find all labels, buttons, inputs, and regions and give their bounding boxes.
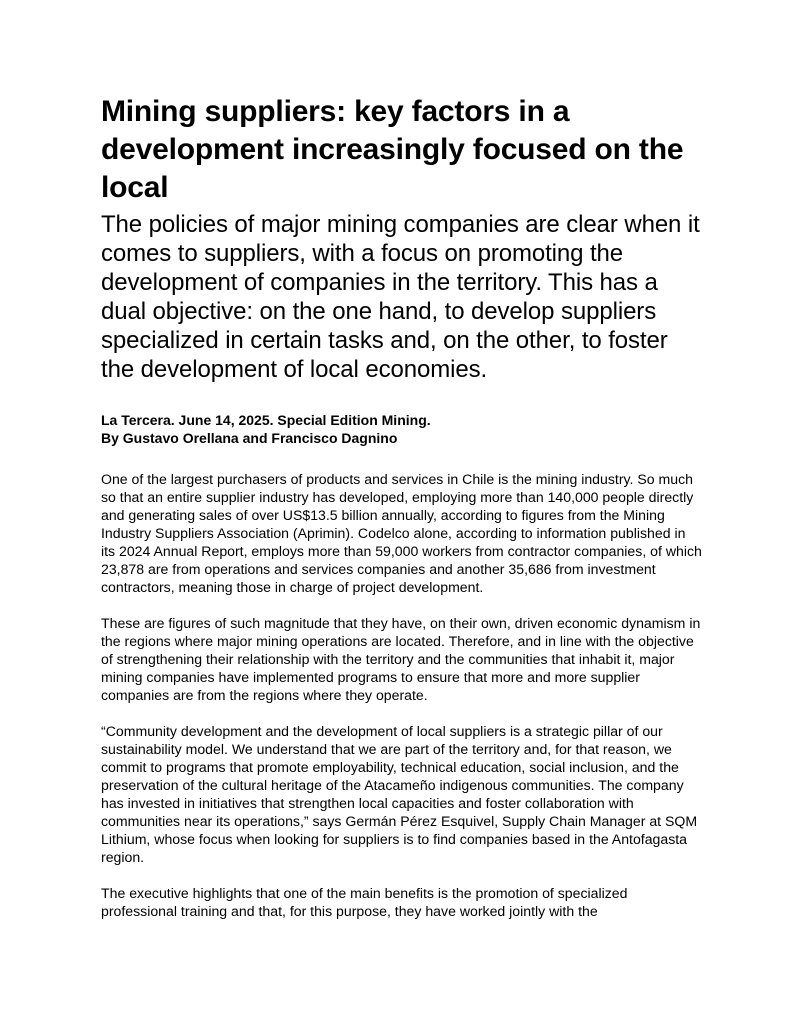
body-paragraph: “Community development and the development of local suppliers is a strategic pillar of our sustainability model. We understand that we are part of the territory and, for that reason, we commit to programs that promote employability, technical education, social inclusion, and the preservation of the cultural heritage of the Atacameño indigenous communities. The company has invested in initiatives that strengthen local capacities and foster collaboration with communities near its operations,” says Germán Pérez Esquivel, Supply Chain Manager at SQM Lithium, whose focus when looking for suppliers is to find companies based in the Antofagasta region.: [101, 723, 698, 865]
body-paragraph: These are figures of such magnitude that they have, on their own, driven economic dynamism in the regions where major mining operations are located. Therefore, and in line with the objective of strengthening their relationship with the territory and the communities that inhabit it, major mining companies have implemented programs to ensure that more and more supplier companies are from the regions where they operate.: [101, 615, 701, 703]
body-paragraph: One of the largest purchasers of products and services in Chile is the mining industry. So much so that an entire supplier industry has developed, employing more than 140,000 people directly and generating sales of over US$13.5 billion annually, according to figures from the Mining Industry Suppliers Association (Aprimin). Codelco alone, according to information published in its 2024 Annual Report, employs more than 59,000 workers from contractor companies, of which 23,878 are from operations and services companies and another 35,686 from investment contractors, meaning those in charge of project development.: [101, 471, 702, 595]
article-title: Mining suppliers: key factors in a development increasingly focused on the local: [101, 95, 684, 204]
article-subtitle: The policies of major mining companies are clear when it comes to suppliers, with a focus on promoting the development of companies in the territory. This has a dual objective: on the one hand, to develop suppliers specialized in certain tasks and, on the other, to foster the development of local economies.: [101, 211, 700, 383]
source-line: La Tercera. June 14, 2025. Special Edition Mining.: [101, 412, 431, 428]
authors-line: By Gustavo Orellana and Francisco Dagnino: [101, 430, 398, 446]
article-body: [101, 470, 703, 920]
body-paragraph: The executive highlights that one of the main benefits is the promotion of specialized professional training and that, for this purpose, they have worked jointly with the: [101, 885, 628, 919]
article-byline: [101, 411, 703, 447]
article-page: [101, 93, 703, 938]
